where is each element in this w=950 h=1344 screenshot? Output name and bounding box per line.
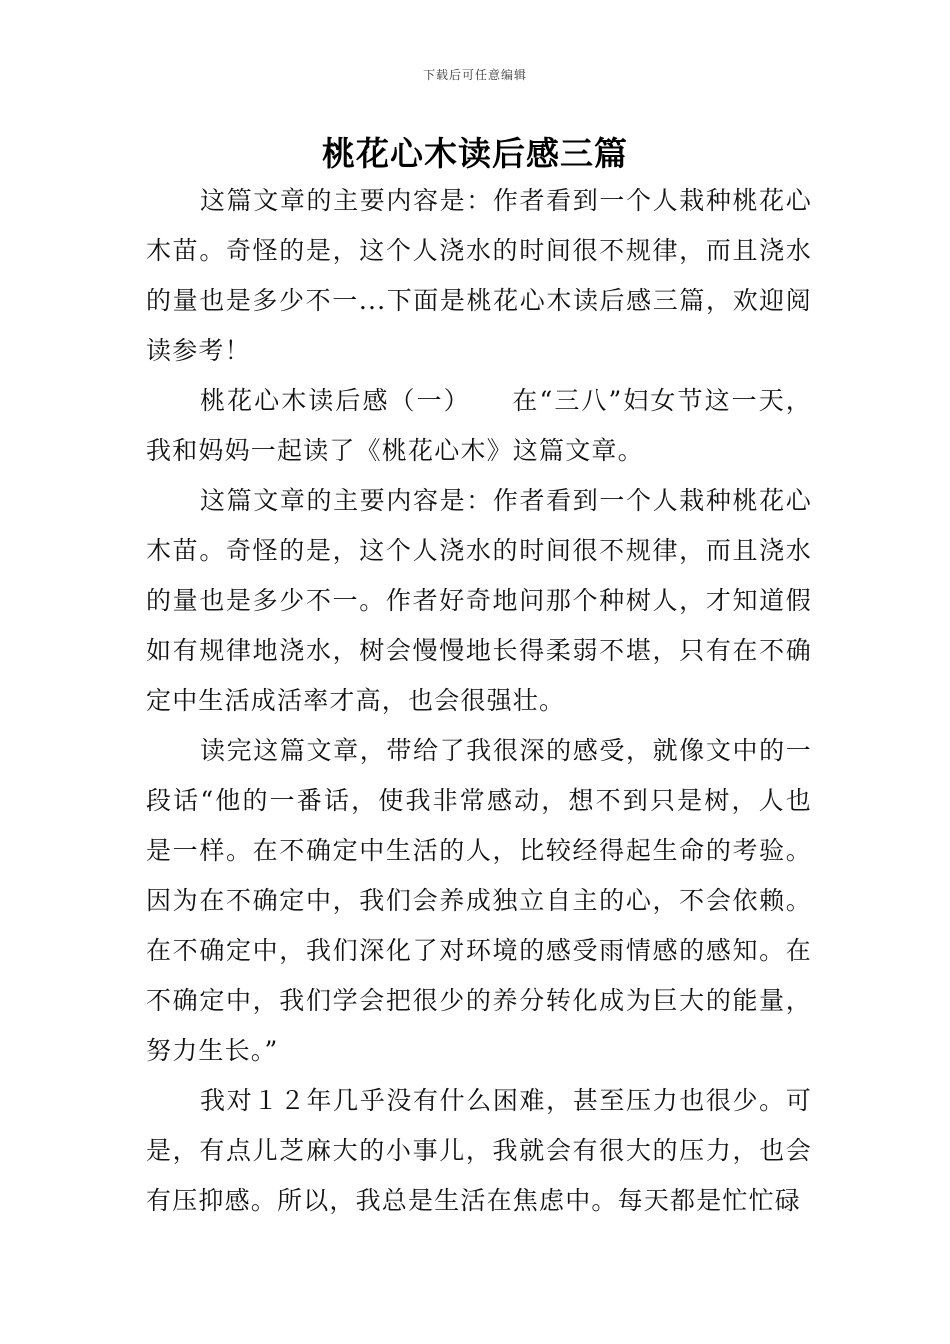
document-title: 桃花心木读后感三篇 (322, 134, 628, 173)
paragraph-reflection: 读完这篇文章，带给了我很深的感受，就像文中的一段话“他的一番话，使我非常感动，想不到只是树，人也是一样。在不确定中生活的人，比较经得起生命的考验。因为在不确定中，我们会养成独立自主的心，不会依赖。在不确定中，我们深化了对环境的感受雨情感的感知。在不确定中，我们学会把很少的养分转化成为巨大的能量，努力生长。” (146, 736, 812, 1065)
document-body (146, 176, 812, 1226)
paragraph-personal: 我对１２年几乎没有什么困难，甚至压力也很少。可是，有点儿芝麻大的小事儿，我就会有很大的压力，也会有压抑感。所以，我总是生活在焦虑中。每天都是忙忙碌 (146, 1086, 812, 1215)
paragraph-intro: 这篇文章的主要内容是：作者看到一个人栽种桃花心木苗。奇怪的是，这个人浇水的时间很不规律，而且浇水的量也是多少不一...下面是桃花心木读后感三篇，欢迎阅读参考！ (146, 186, 812, 365)
paragraph-section-heading: 桃花心木读后感（一） 在“三八”妇女节这一天，我和妈妈一起读了《桃花心木》这篇文章。 (146, 386, 812, 465)
header-note: 下载后可任意编辑 (422, 68, 527, 82)
paragraph-summary: 这篇文章的主要内容是：作者看到一个人栽种桃花心木苗。奇怪的是，这个人浇水的时间很不规律，而且浇水的量也是多少不一。作者好奇地问那个种树人，才知道假如有规律地浇水，树会慢慢地长得柔弱不堪，只有在不确定中生活成活率才高，也会很强壮。 (146, 486, 812, 715)
